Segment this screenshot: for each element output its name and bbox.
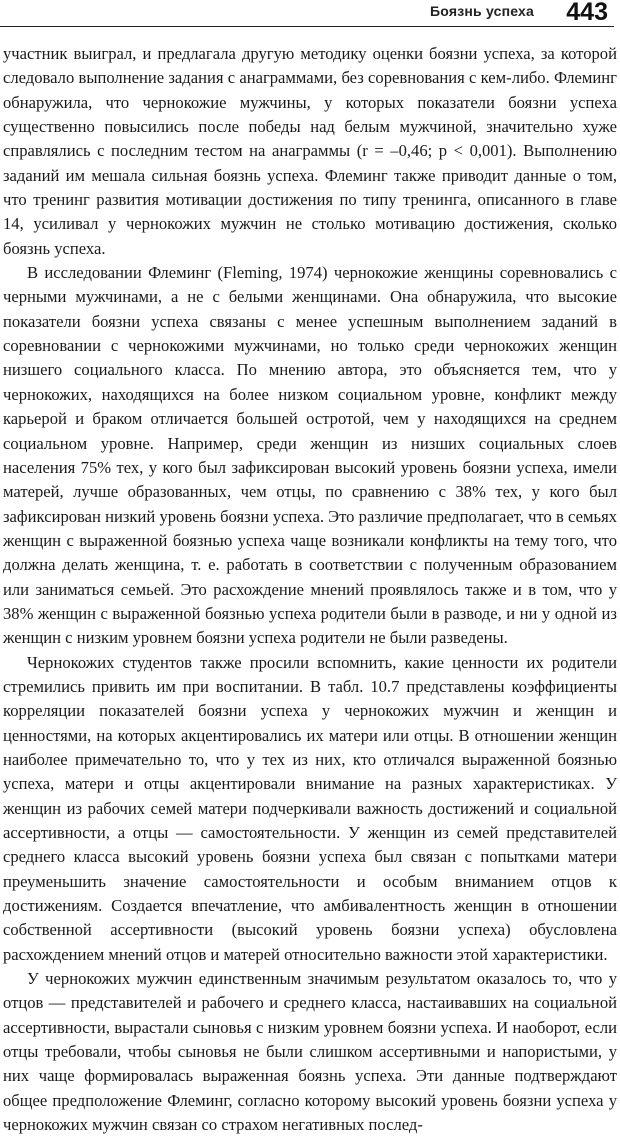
paragraph-continued: участник выиграл, и предлагала другую методику оценки боязни успеха, за которой следовало выполнение задания с анаграммами, без соревнования с кем-либо. Флеминг обнаружила, что чернокожие мужчины, у которых показатели боязни успеха существенно повысились после победы над белым мужчиной, значительно хуже справлялись с последним тестом на анаграммы (r = –0,46; p < 0,001). Выполнению заданий им мешала сильная боязнь успеха. Флеминг также приводит данные о том, что тренинг развития мотивации достижения по типу тренинга, описанного в главе 14, усиливал у чернокожих мужчин не столько мотивацию достижения, сколько боязнь успеха. [3, 44, 617, 258]
paragraph: Чернокожих студентов также просили вспомнить, какие ценности их родители стремились привить им при воспитании. В табл. 10.7 представлены коэффициенты корреляции показателей боязни успеха у чернокожих мужчин и женщин и ценностями, на которых акцентировались их матери или отцы. В отношении женщин наиболее примечательно то, что у тех из них, кто отличался выраженной боязнью успеха, матери и отцы акцентировали внимание на разных характеристиках. У женщин из рабочих семей матери подчеркивали важность достижений и социальной ассертивности, а отцы — самостоятельности. У женщин из семей представителей среднего класса высокий уровень боязни успеха был связан с попытками матери преуменьшить значение самостоятельности и особым вниманием отцов к достижениям. Создается впечатление, что амбивалентность женщин в отношении собственной ассертивности (высокий уровень боязни успеха) обусловлена расхождением мнений отцов и матерей относительно важности этой характеристики. [3, 652, 617, 964]
paragraph: В исследовании Флеминг (Fleming, 1974) чернокожие женщины соревновались с черными мужчинами, а не с белыми женщинами. Она обнаружила, что высокие показатели боязни успеха связаны с менее успешным выполнением заданий в соревновании с чернокожими мужчинами, но только среди чернокожих женщин низшего социального класса. По мнению автора, это объясняется тем, что у чернокожих, находящихся на более низком социальном уровне, конфликт между карьерой и браком отличается большей остротой, чем у находящихся на среднем социальном уровне. Например, среди женщин из низших социальных слоев населения 75% тех, у кого был зафиксирован высокий уровень боязни успеха, имели матерей, лучше образованных, чем отцы, по сравнению с 38% тех, у кого был зафиксирован низкий уровень боязни успеха. Это различие предполагает, что в семьях женщин с выраженной боязнью успеха чаще возникали конфликты на тему того, что должна делать женщина, т. е. работать в соответствии с полученным образованием или заниматься семьей. Это расхождение мнений проявлялось также и в том, что у 38% женщин с выраженной боязнью успеха родители были в разводе, и ни у одной из женщин с низким уровнем боязни успеха родители не были разведены. [3, 263, 617, 648]
paragraph: У чернокожих мужчин единственным значимым результатом оказалось то, что у отцов — представителей и рабочего и среднего класса, настаивавших на социальной ассертивности, вырастали сыновья с низким уровнем боязни успеха. И наоборот, если отцы требовали, чтобы сыновья не были слишком ассертивными и напористыми, у них чаще формировалась выраженная боязнь успеха. Эти данные подтверждают общее предположение Флеминг, согласно которому высокий уровень боязни успеха у чернокожих мужчин связан со страхом негативных послед- [3, 969, 617, 1135]
running-header [0, 0, 614, 27]
page-number: 443 [566, 0, 608, 26]
section-title: Боязнь успеха [430, 3, 534, 19]
